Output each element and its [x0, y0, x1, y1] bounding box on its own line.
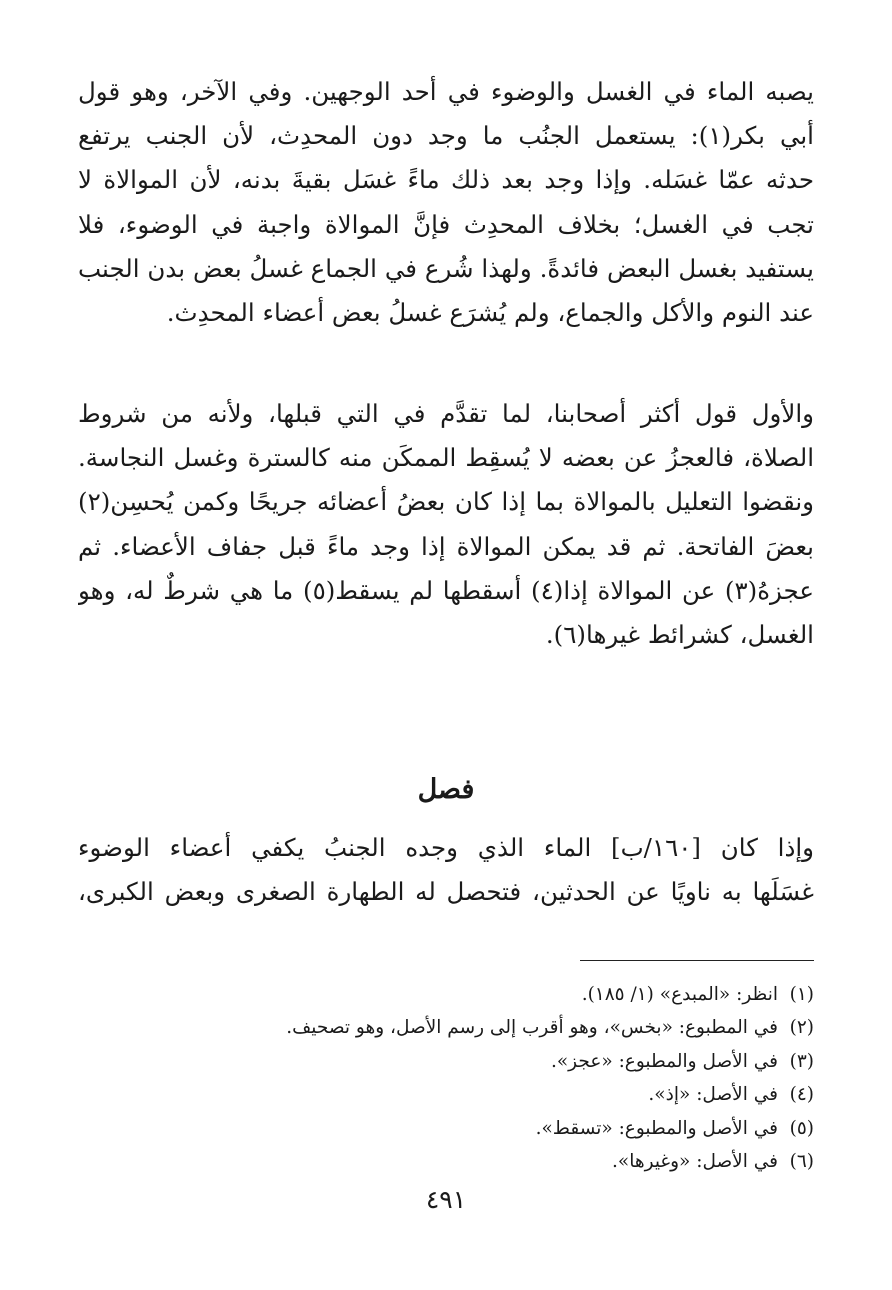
text-line: بعضَ الفاتحة. ثم قد يمكن الموالاة إذا وجد ماءً قبل جفاف الأعضاء. ثم — [78, 531, 814, 561]
footnote-item — [78, 1078, 814, 1111]
text-line: الصلاة، فالعجزُ عن بعضه لا يُسقِط الممكَن منه كالسترة وغسل النجاسة. — [78, 443, 814, 473]
footnote-text: في المطبوع: «بخس»، وهو أقرب إلى رسم الأصل، وهو تصحيف. — [286, 1017, 778, 1039]
footnote-item — [78, 1145, 814, 1178]
text-line: أبي بكر(١): يستعمل الجنُب ما وجد دون المحدِث، لأن الجنب يرتفع — [78, 121, 814, 151]
footnote-number: (٤) — [789, 1084, 814, 1106]
text-line: عجزهُ(٣) عن الموالاة إذا(٤) أسقطها لم يسقط(٥) ما هي شرطٌ له، وهو — [78, 575, 814, 605]
footnote-number: (١) — [789, 984, 814, 1005]
footnote-item — [78, 1112, 814, 1145]
paragraph-2 — [78, 392, 814, 657]
text-line: تجب في الغسل؛ بخلاف المحدِث فإنَّ الموالاة واجبة في الوضوء، فلا — [78, 209, 814, 239]
footnote-divider — [580, 960, 814, 961]
footnote-text: في الأصل والمطبوع: «تسقط». — [535, 1117, 778, 1139]
footnote-text: انظر: «المبدع» (١/ ١٨٥). — [581, 984, 778, 1005]
page-number: ٤٩١ — [425, 1185, 467, 1214]
footnote-text: في الأصل: «وغيرها». — [612, 1151, 778, 1173]
footnote-text: في الأصل: «إذ». — [648, 1084, 778, 1106]
text-line: والأول قول أكثر أصحابنا، لما تقدَّم في التي قبلها، ولأنه من شروط — [78, 399, 814, 428]
footnote-item — [78, 1011, 814, 1044]
text-line: وإذا كان [١٦٠/ب] الماء الذي وجده الجنبُ يكفي أعضاء الوضوء — [78, 833, 814, 862]
footnote-number: (٣) — [789, 1050, 814, 1072]
paragraph-1 — [78, 70, 814, 335]
footnote-number: (٥) — [789, 1117, 814, 1139]
text-line: الغسل، كشرائط غيرها(٦). — [545, 620, 814, 650]
section-heading: فصل — [417, 774, 475, 805]
text-line: يستفيد بغسل البعض فائدةً. ولهذا شُرع في الجماع غسلُ بعض بدن الجنب — [78, 253, 814, 283]
footnote-item — [78, 978, 814, 1011]
text-line: حدثه عمّا غسَله. وإذا وجد بعد ذلك ماءً غسَل بقيةَ بدنه، لأن الموالاة لا — [78, 165, 814, 195]
text-line: عند النوم والأكل والجماع، ولم يُشرَع غسلُ بعض أعضاء المحدِث. — [166, 298, 814, 328]
footnotes-list — [78, 978, 814, 1178]
book-page — [78, 62, 814, 1242]
paragraph-3 — [78, 826, 814, 914]
footnote-number: (٦) — [789, 1151, 814, 1173]
footnote-text: في الأصل والمطبوع: «عجز». — [550, 1050, 778, 1072]
text-line: غسَلَها به ناويًا عن الحدثين، فتحصل له الطهارة الصغرى وبعض الكبرى، — [78, 877, 814, 907]
text-line: يصبه الماء في الغسل والوضوء في أحد الوجهين. وفي الآخر، وهو قول — [78, 77, 814, 106]
footnote-item — [78, 1045, 814, 1078]
text-line: ونقضوا التعليل بالموالاة بما إذا كان بعضُ أعضائه جريحًا وكمن يُحسِن(٢) — [78, 487, 814, 517]
footnote-number: (٢) — [789, 1017, 814, 1039]
